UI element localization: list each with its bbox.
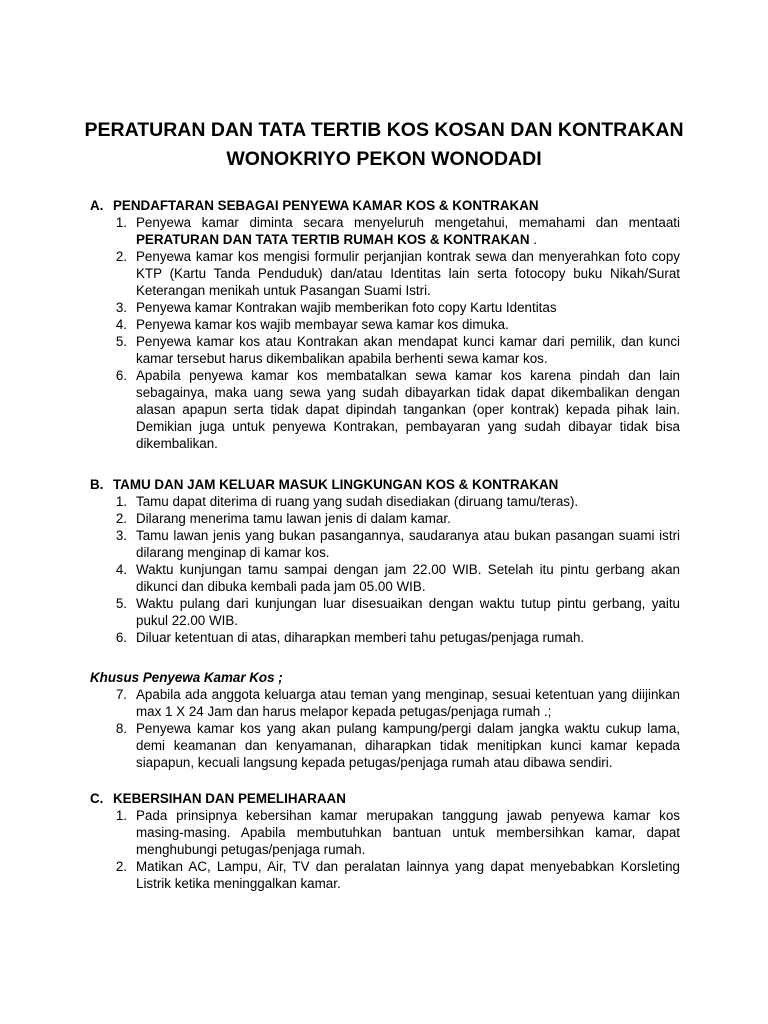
item-number: 1. — [115, 808, 127, 823]
rules-list — [90, 214, 680, 452]
item-text — [136, 214, 680, 248]
item-number: 3. — [115, 300, 127, 315]
section-heading — [90, 476, 680, 493]
item-number: 8. — [115, 721, 127, 736]
item-number: 7. — [115, 687, 127, 702]
item-number: 6. — [115, 630, 127, 645]
item-text: Apabila penyewa kamar kos membatalkan sewa kamar kos karena pindah dan lain sebagainya, maka uang sewa yang sudah dibayarkan tidak dapat dikembalikan dengan alasan apapun serta tidak dapat dipindah tangankan (oper kontrak) kepada pihak lain. Demikian juga untuk penyewa Kontrakan, pembayaran yang sudah dibayar tidak bisa dikembalikan. — [136, 368, 680, 451]
section-letter: C. — [90, 791, 104, 806]
item-number: 3. — [115, 528, 127, 543]
list-item — [90, 807, 680, 858]
document-title — [60, 116, 708, 174]
list-item — [90, 248, 680, 299]
title-line-1: PERATURAN DAN TATA TERTIB KOS KOSAN DAN KONTRAKAN — [84, 119, 684, 141]
list-item — [90, 493, 680, 510]
item-number: 1. — [115, 494, 127, 509]
section-heading — [90, 197, 680, 214]
item-text: Penyewa kamar Kontrakan wajib memberikan foto copy Kartu Identitas — [136, 300, 557, 315]
title-line-2: WONOKRIYO PEKON WONODADI — [226, 148, 542, 170]
section-heading — [90, 790, 680, 807]
list-item — [90, 333, 680, 367]
item-text: Penyewa kamar kos atau Kontrakan akan mendapat kunci kamar dari pemilik, dan kunci kamar tersebut harus dikembalikan apabila berhenti sewa kamar kos. — [136, 334, 680, 366]
item-text-plain: Penyewa kamar diminta secara menyeluruh mengetahui, memahami dan mentaati — [136, 215, 680, 230]
item-number: 5. — [115, 596, 127, 611]
list-item — [90, 595, 680, 629]
item-text-bold: PERATURAN DAN TATA TERTIB RUMAH KOS & KONTRAKAN — [136, 232, 530, 247]
item-text: Tamu lawan jenis yang bukan pasangannya, saudaranya atau bukan pasangan suami istri dilarang menginap di kamar kos. — [136, 528, 680, 560]
list-item — [90, 629, 680, 646]
item-text: Tamu dapat diterima di ruang yang sudah disediakan (diruang tamu/teras). — [136, 494, 579, 509]
item-number: 4. — [115, 562, 127, 577]
section-b-kos-rules — [90, 686, 680, 771]
item-number: 6. — [115, 368, 127, 383]
item-text: Matikan AC, Lampu, Air, TV dan peralatan lainnya yang dapat menyebabkan Korsleting Listrik ketika meninggalkan kamar. — [136, 859, 680, 891]
item-text: Penyewa kamar kos yang akan pulang kampung/pergi dalam jangka waktu cukup lama, demi keamanan dan kenyamanan, diharapkan tidak menitipkan kunci kamar kepada siapapun, kecuali langsung kepada petugas/penjaga rumah atau dibawa sendiri. — [136, 721, 680, 770]
section-a — [90, 197, 680, 452]
item-text: Waktu kunjungan tamu sampai dengan jam 22.00 WIB. Setelah itu pintu gerbang akan dikunci dan dibuka kembali pada jam 05.00 WIB. — [136, 562, 680, 594]
item-number: 4. — [115, 317, 127, 332]
list-item — [90, 510, 680, 527]
list-item — [90, 720, 680, 771]
item-number: 1. — [115, 215, 127, 230]
list-item — [90, 299, 680, 316]
rules-list — [90, 493, 680, 646]
section-title: KEBERSIHAN DAN PEMELIHARAAN — [113, 791, 346, 806]
rules-list — [90, 807, 680, 892]
item-number: 2. — [115, 511, 127, 526]
list-item — [90, 214, 680, 248]
item-number: 2. — [115, 859, 127, 874]
item-text: Penyewa kamar kos mengisi formulir perjanjian kontrak sewa dan menyerahkan foto copy KTP (Kartu Tanda Penduduk) dan/atau Identitas lain serta fotocopy buku Nikah/Surat Keterangan menikah untuk Pasangan Suami Istri. — [136, 249, 680, 298]
list-item — [90, 316, 680, 333]
list-item — [90, 561, 680, 595]
item-text-after: . — [529, 232, 537, 247]
list-item — [90, 686, 680, 720]
item-text: Diluar ketentuan di atas, diharapkan memberi tahu petugas/penjaga rumah. — [136, 630, 585, 645]
section-letter: A. — [90, 198, 104, 213]
item-text: Apabila ada anggota keluarga atau teman yang menginap, sesuai ketentuan yang diijinkan max 1 X 24 Jam dan harus melapor kepada petugas/penjaga rumah .; — [136, 687, 680, 719]
item-number: 2. — [115, 249, 127, 264]
item-text: Pada prinsipnya kebersihan kamar merupakan tanggung jawab penyewa kamar kos masing-masing. Apabila membutuhkan bantuan untuk membersihkan kamar, dapat menghubungi petugas/penjaga rumah. — [136, 808, 680, 857]
section-c — [90, 790, 680, 892]
list-item — [90, 858, 680, 892]
item-text: Penyewa kamar kos wajib membayar sewa kamar kos dimuka. — [136, 317, 509, 332]
item-text: Dilarang menerima tamu lawan jenis di dalam kamar. — [136, 511, 451, 526]
section-letter: B. — [90, 477, 104, 492]
item-number: 5. — [115, 334, 127, 349]
section-title: PENDAFTARAN SEBAGAI PENYEWA KAMAR KOS & KONTRAKAN — [113, 198, 539, 213]
section-title: TAMU DAN JAM KELUAR MASUK LINGKUNGAN KOS & KONTRAKAN — [113, 477, 559, 492]
section-b — [90, 476, 680, 646]
subheading-khusus-penyewa: Khusus Penyewa Kamar Kos ; — [90, 670, 283, 685]
list-item — [90, 527, 680, 561]
item-text: Waktu pulang dari kunjungan luar disesuaikan dengan waktu tutup pintu gerbang, yaitu pukul 22.00 WIB. — [136, 596, 680, 628]
rules-list — [90, 686, 680, 771]
list-item — [90, 367, 680, 452]
